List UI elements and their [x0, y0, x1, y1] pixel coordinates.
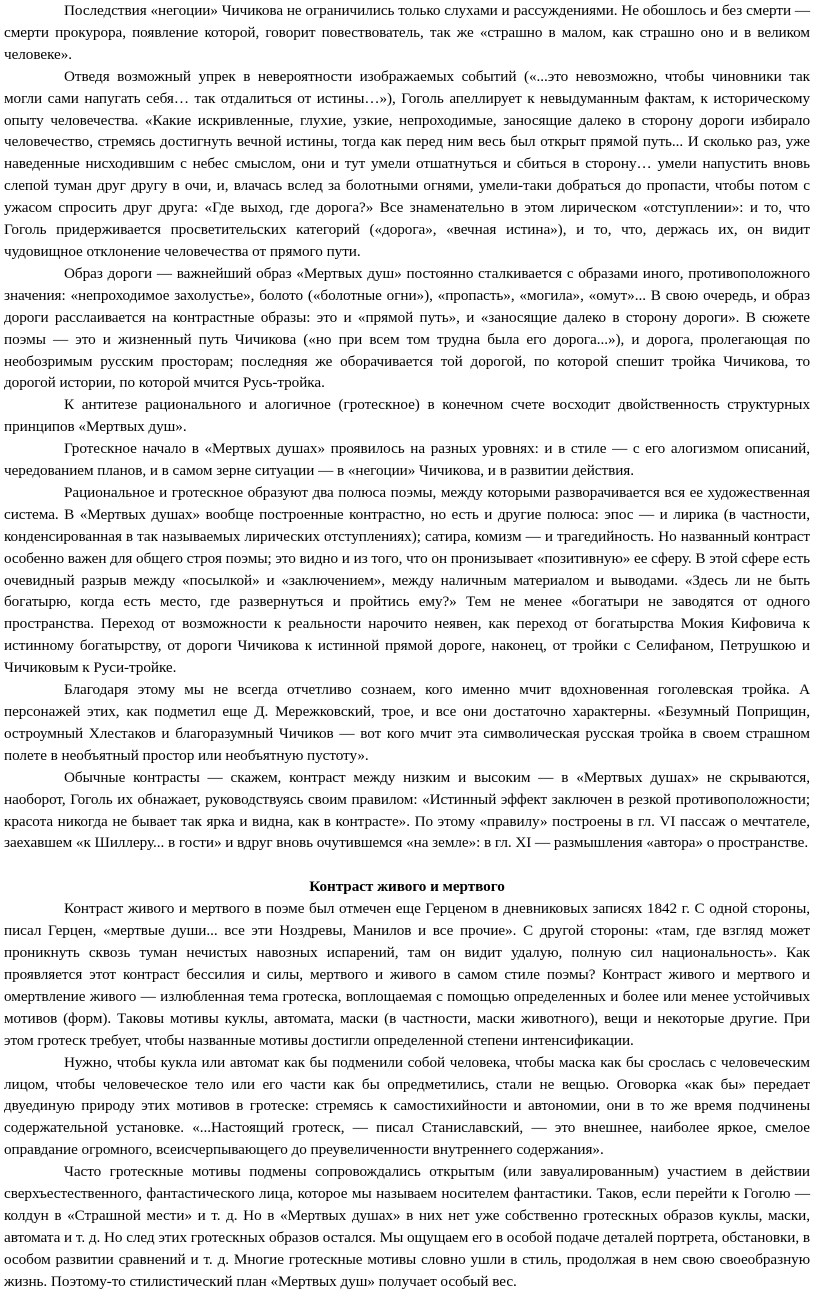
paragraph-3: Образ дороги — важнейший образ «Мертвых душ» постоянно сталкивается с образами иного, противоположного значения: «непроходимое захолустье», болото («болотные огни»), «пропасть», «могила», «омут»... В свою очередь, и образ дороги расслаивается на контрастные образы: это и «прямой путь», и «заносящие далеко в сторону дороги». В сюжете поэмы — это и жизненный путь Чичикова («но при всем том трудна была его дорога...»), и дорога, пролегающая по необозримым русским просторам; последняя же оборачивается той дорогой, по которой спешит тройка Чичикова, то дорогой истории, по которой мчится Русь-тройка. [4, 264, 810, 392]
paragraph-7: Благодаря этому мы не всегда отчетливо сознаем, кого именно мчит вдохновенная гоголевская тройка. А персонажей этих, как подметил еще Д. Мережковский, трое, и все они достаточно характерны. «Безумный Поприщин, остроумный Хлестаков и благоразумный Чичиков — вот кого мчит эта символическая русская тройка в своем страшном полете в необъятный простор или необъятную пустоту». [4, 681, 810, 764]
paragraph-2: Отведя возможный упрек в невероятности изображаемых событий («...это невозможно, чтобы чиновники так могли сами напугать себя… так отдалиться от истины…»), Гоголь апеллирует к невыдуманным фактам, к историческому опыту человечества. «Какие искривленные, глухие, узкие, непроходимые, заносящие далеко в сторону дороги избирало человечество, стремясь достигнуть вечной истины, тогда как перед ним весь был открыт прямой путь... И сколько раз, уже наведенные нисходившим с небес смыслом, они и тут умели отшатнуться и сбиться в сторону… умели напустить вновь слепой туман друг другу в очи, и, влачась вслед за болотными огнями, умели-таки добраться до пропасти, чтобы потом с ужасом спросить друг друга: «Где выход, где дорога?» Все знаменательно в этом лирическом «отступлении»: и то, что Гоголь придерживается просветительских категорий («дорога», «вечная истина»), и то, что, держась их, он видит чудовищное отклонение человечества от прямого пути. [4, 67, 810, 260]
paragraph-1: Последствия «негоции» Чичикова не ограничились только слухами и рассуждениями. Не обошлось и без смерти — смерти прокурора, появление которой, говорит повествователь, так же «страшно в малом, как страшно оно и в великом человеке». [4, 2, 810, 63]
paragraph-8: Обычные контрасты — скажем, контраст между низким и высоким — в «Мертвых душах» не скрываются, наоборот, Гоголь их обнажает, руководствуясь своим правилом: «Истинный эффект заключен в резкой противоположности; красота никогда не бывает так ярка и видна, как в контрасте». По этому «правилу» построены в гл. VI пассаж о мечтателе, заехавшем «к Шиллеру... в гости» и вдруг вновь очутившемся «на земле»: в гл. XI — размышления «автора» о пространстве. [4, 768, 810, 852]
paragraph-6: Рациональное и гротескное образуют два полюса поэмы, между которыми разворачивается вся ее художественная система. В «Мертвых душах» вообще построенные контрастно, но есть и другие полюса: эпос — и лирика (в частности, конденсированная в так называемых лирических отступлениях); сатира, комизм — и трагедийность. Но названный контраст особенно важен для общего строя поэмы; это видно и из того, что он пронизывает «позитивную» ее сферу. В этой сфере есть очевидный разрыв между «посылкой» и «заключением», между наличным материалом и выводами. «Здесь ли не быть богатырю, когда есть место, где развернуться и пройтись ему?» Тем не менее «богатыри не заводятся от одного пространства. Переход от возможности к реальности нарочито неявен, как переход от богатырства Мокия Кифовича к истинному богатырству, от дороги Чичикова к истинной прямой дороге, наконец, от тройки с Селифаном, Петрушкою и Чичиковым к Руси-тройке. [4, 483, 810, 677]
paragraph-5: Гротескное начало в «Мертвых душах» проявилось на разных уровнях: и в стиле — с его алогизмом описаний, чередованием планов, и в самом зерне ситуации — в «негоции» Чичикова, и в развитии действия. [4, 440, 810, 480]
paragraph-11: Часто гротескные мотивы подмены сопровождались открытым (или завуалированным) участием в действии сверхъестественного, фантастического лица, которое мы называем носителем фантастики. Таков, если перейти к Гоголю — колдун в «Страшной мести» и т. д. Но в «Мертвых душах» в них нет уже собственно гротескных образов куклы, маски, автомата и т. д. Но след этих гротескных образов остался. Мы ощущаем его в особой подаче деталей портрета, обстановки, в особом развитии сравнений и т. д. Многие гротескные мотивы словно ушли в стиль, продолжая в нем свою своеобразную жизнь. Поэтому-то стилистический план «Мертвых душ» получает особый вес. [4, 1163, 810, 1290]
paragraph-10: Нужно, чтобы кукла или автомат как бы подменили собой человека, чтобы маска как бы срослась с человеческим лицом, чтобы человеческое тело или его части как бы опредметились, стали не вещью. Оговорка «как бы» передает двуединую природу этих мотивов в гротеске: стремясь к самостихийности и автономии, они в то же время подчинены содержательной установке. «...Настоящий гротеск, — писал Станиславский, — это внешнее, наиболее яркое, смелое оправдание огромного, всеисчерпывающего до преувеличенности внутреннего содержания». [4, 1053, 810, 1159]
blank-line [4, 854, 810, 876]
section-heading: Контраст живого и мертвого [309, 878, 505, 896]
paragraph-9: Контраст живого и мертвого в поэме был отмечен еще Герценом в дневниковых записях 1842 г. С одной стороны, писал Герцен, «мертвые души... все эти Ноздревы, Манилов и все прочие». С другой стороны: «там, где взгляд может проникнуть сквозь туман нечистых навозных испарений, там он видит удалую, полную сил национальность». Как проявляется этот контраст бессилия и силы, мертвого и живого в самом стиле поэмы? Контраст живого и мертвого и омертвление живого — излюбленная тема гротеска, воплощаемая с помощью определенных и более или менее устойчивых мотивов (форм). Таковы мотивы куклы, автомата, маски (в частности, маски животного), вещи и некоторые другие. При этом гротеск требует, чтобы названные мотивы достигли определенной степени интенсификации. [4, 900, 810, 1049]
paragraph-4: К антитезе рационального и алогичное (гротескное) в конечном счете восходит двойственность структурных принципов «Мертвых душ». [4, 396, 810, 436]
